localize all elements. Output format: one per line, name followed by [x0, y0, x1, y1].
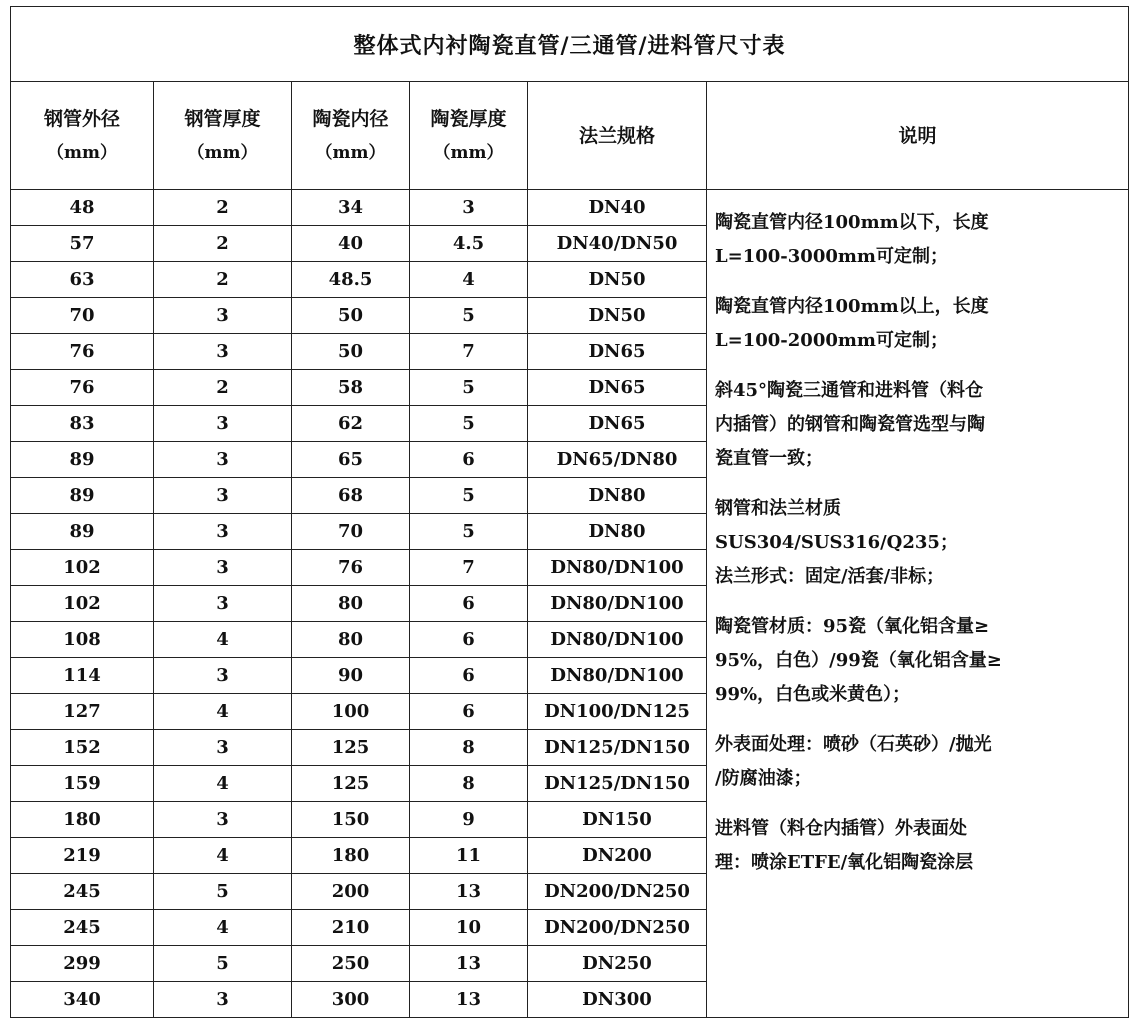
cell-flange-spec: DN65: [528, 369, 707, 405]
cell-steel-outer-diameter: 70: [11, 298, 154, 334]
notes-cell: [707, 190, 1129, 1018]
cell-steel-thickness: 3: [154, 298, 292, 334]
cell-steel-thickness: 3: [154, 981, 292, 1017]
cell-ceramic-inner-diameter: 125: [292, 765, 410, 801]
header-label: 钢管厚度: [184, 107, 261, 130]
cell-steel-outer-diameter: 76: [11, 334, 154, 370]
cell-ceramic-inner-diameter: 210: [292, 909, 410, 945]
header-description: 说明: [707, 82, 1129, 190]
header-steel-thickness: [154, 82, 292, 190]
cell-flange-spec: DN250: [528, 945, 707, 981]
cell-steel-thickness: 2: [154, 262, 292, 298]
cell-steel-outer-diameter: 83: [11, 405, 154, 441]
cell-ceramic-inner-diameter: 58: [292, 369, 410, 405]
cell-steel-outer-diameter: 219: [11, 837, 154, 873]
cell-ceramic-thickness: 5: [410, 369, 528, 405]
table-title: 整体式内衬陶瓷直管/三通管/进料管尺寸表: [11, 7, 1129, 82]
cell-flange-spec: DN100/DN125: [528, 693, 707, 729]
cell-steel-outer-diameter: 245: [11, 873, 154, 909]
cell-steel-outer-diameter: 152: [11, 729, 154, 765]
cell-steel-thickness: 4: [154, 693, 292, 729]
cell-ceramic-thickness: 7: [410, 334, 528, 370]
cell-flange-spec: DN200/DN250: [528, 873, 707, 909]
cell-ceramic-thickness: 3: [410, 190, 528, 226]
cell-ceramic-thickness: 13: [410, 945, 528, 981]
cell-steel-outer-diameter: 245: [11, 909, 154, 945]
cell-ceramic-thickness: 8: [410, 765, 528, 801]
cell-steel-outer-diameter: 108: [11, 621, 154, 657]
cell-ceramic-thickness: 9: [410, 801, 528, 837]
cell-steel-outer-diameter: 102: [11, 585, 154, 621]
cell-flange-spec: DN80/DN100: [528, 657, 707, 693]
header-unit: （mm）: [47, 142, 117, 163]
note-paragraph: 进料管（料仓内插管）外表面处 理：喷涂ETFE/氧化铝陶瓷涂层: [715, 818, 974, 874]
cell-ceramic-thickness: 13: [410, 873, 528, 909]
cell-ceramic-thickness: 11: [410, 837, 528, 873]
cell-flange-spec: DN65: [528, 405, 707, 441]
cell-ceramic-thickness: 5: [410, 298, 528, 334]
cell-ceramic-inner-diameter: 70: [292, 513, 410, 549]
note-paragraph: 钢管和法兰材质 SUS304/SUS316/Q235； 法兰形式：固定/活套/非标；: [715, 498, 958, 588]
cell-steel-outer-diameter: 63: [11, 262, 154, 298]
cell-steel-outer-diameter: 114: [11, 657, 154, 693]
header-row: [11, 82, 1129, 190]
cell-steel-outer-diameter: 76: [11, 369, 154, 405]
cell-ceramic-thickness: 8: [410, 729, 528, 765]
header-label: 陶瓷厚度: [430, 107, 507, 130]
cell-steel-thickness: 4: [154, 837, 292, 873]
note-paragraph: 陶瓷直管内径100mm以上，长度 L=100-2000mm可定制；: [715, 296, 989, 352]
cell-steel-thickness: 2: [154, 190, 292, 226]
cell-steel-outer-diameter: 89: [11, 441, 154, 477]
cell-flange-spec: DN80: [528, 513, 707, 549]
header-ceramic-thickness: [410, 82, 528, 190]
cell-ceramic-inner-diameter: 300: [292, 981, 410, 1017]
cell-flange-spec: DN80/DN100: [528, 621, 707, 657]
cell-flange-spec: DN50: [528, 262, 707, 298]
cell-steel-outer-diameter: 89: [11, 477, 154, 513]
cell-ceramic-inner-diameter: 40: [292, 226, 410, 262]
cell-ceramic-inner-diameter: 100: [292, 693, 410, 729]
note-paragraph: 陶瓷管材质：95瓷（氧化铝含量≥ 95%，白色）/99瓷（氧化铝含量≥ 99%，白色或米黄色）；: [715, 616, 1002, 706]
cell-steel-thickness: 3: [154, 477, 292, 513]
spec-sheet: [10, 6, 1128, 1018]
cell-ceramic-thickness: 4: [410, 262, 528, 298]
cell-ceramic-inner-diameter: 62: [292, 405, 410, 441]
cell-ceramic-inner-diameter: 76: [292, 549, 410, 585]
cell-flange-spec: DN80/DN100: [528, 549, 707, 585]
dimension-table: [10, 6, 1129, 1018]
cell-steel-thickness: 4: [154, 765, 292, 801]
cell-ceramic-thickness: 5: [410, 477, 528, 513]
cell-steel-thickness: 3: [154, 549, 292, 585]
cell-flange-spec: DN300: [528, 981, 707, 1017]
cell-ceramic-inner-diameter: 125: [292, 729, 410, 765]
cell-ceramic-thickness: 6: [410, 657, 528, 693]
cell-ceramic-inner-diameter: 180: [292, 837, 410, 873]
cell-flange-spec: DN150: [528, 801, 707, 837]
cell-steel-outer-diameter: 57: [11, 226, 154, 262]
cell-steel-thickness: 3: [154, 405, 292, 441]
cell-steel-thickness: 2: [154, 226, 292, 262]
cell-ceramic-inner-diameter: 80: [292, 585, 410, 621]
cell-ceramic-inner-diameter: 90: [292, 657, 410, 693]
cell-ceramic-thickness: 6: [410, 441, 528, 477]
header-unit: （mm）: [315, 142, 386, 163]
cell-flange-spec: DN80/DN100: [528, 585, 707, 621]
cell-ceramic-thickness: 10: [410, 909, 528, 945]
header-unit: （mm）: [433, 142, 504, 163]
cell-ceramic-thickness: 5: [410, 405, 528, 441]
cell-flange-spec: DN40/DN50: [528, 226, 707, 262]
cell-steel-thickness: 4: [154, 909, 292, 945]
cell-steel-outer-diameter: 299: [11, 945, 154, 981]
cell-flange-spec: DN40: [528, 190, 707, 226]
cell-steel-thickness: 3: [154, 513, 292, 549]
cell-steel-outer-diameter: 159: [11, 765, 154, 801]
cell-steel-outer-diameter: 102: [11, 549, 154, 585]
cell-flange-spec: DN125/DN150: [528, 765, 707, 801]
cell-flange-spec: DN50: [528, 298, 707, 334]
cell-ceramic-inner-diameter: 250: [292, 945, 410, 981]
note-paragraph: 陶瓷直管内径100mm以下，长度 L=100-3000mm可定制；: [715, 212, 989, 268]
cell-steel-outer-diameter: 48: [11, 190, 154, 226]
cell-ceramic-thickness: 5: [410, 513, 528, 549]
header-label: 钢管外径: [43, 107, 120, 130]
header-label: 陶瓷内径: [312, 107, 389, 130]
cell-ceramic-inner-diameter: 34: [292, 190, 410, 226]
cell-ceramic-thickness: 4.5: [410, 226, 528, 262]
cell-flange-spec: DN80: [528, 477, 707, 513]
cell-steel-thickness: 5: [154, 945, 292, 981]
cell-steel-outer-diameter: 180: [11, 801, 154, 837]
cell-steel-outer-diameter: 89: [11, 513, 154, 549]
cell-steel-thickness: 3: [154, 729, 292, 765]
cell-flange-spec: DN200/DN250: [528, 909, 707, 945]
cell-flange-spec: DN65/DN80: [528, 441, 707, 477]
cell-ceramic-thickness: 6: [410, 693, 528, 729]
header-steel-outer-diameter: [11, 82, 154, 190]
cell-ceramic-inner-diameter: 150: [292, 801, 410, 837]
note-paragraph: 外表面处理：喷砂（石英砂）/抛光 /防腐油漆；: [715, 734, 992, 790]
cell-steel-thickness: 4: [154, 621, 292, 657]
header-unit: （mm）: [187, 142, 258, 163]
cell-ceramic-inner-diameter: 68: [292, 477, 410, 513]
cell-ceramic-inner-diameter: 50: [292, 334, 410, 370]
header-ceramic-inner-diameter: [292, 82, 410, 190]
cell-steel-thickness: 2: [154, 369, 292, 405]
cell-steel-thickness: 3: [154, 657, 292, 693]
cell-flange-spec: DN125/DN150: [528, 729, 707, 765]
header-flange-spec: 法兰规格: [528, 82, 707, 190]
cell-steel-thickness: 3: [154, 441, 292, 477]
cell-ceramic-thickness: 6: [410, 621, 528, 657]
cell-ceramic-inner-diameter: 80: [292, 621, 410, 657]
cell-ceramic-inner-diameter: 48.5: [292, 262, 410, 298]
cell-ceramic-thickness: 6: [410, 585, 528, 621]
cell-ceramic-inner-diameter: 65: [292, 441, 410, 477]
cell-ceramic-inner-diameter: 200: [292, 873, 410, 909]
cell-steel-thickness: 3: [154, 801, 292, 837]
cell-steel-outer-diameter: 340: [11, 981, 154, 1017]
note-paragraph: 斜45°陶瓷三通管和进料管（料仓 内插管）的钢管和陶瓷管选型与陶 瓷直管一致；: [715, 380, 985, 470]
cell-steel-outer-diameter: 127: [11, 693, 154, 729]
cell-steel-thickness: 3: [154, 334, 292, 370]
cell-steel-thickness: 5: [154, 873, 292, 909]
cell-steel-thickness: 3: [154, 585, 292, 621]
cell-flange-spec: DN200: [528, 837, 707, 873]
cell-ceramic-thickness: 7: [410, 549, 528, 585]
table-row: [11, 190, 1129, 226]
cell-flange-spec: DN65: [528, 334, 707, 370]
cell-ceramic-thickness: 13: [410, 981, 528, 1017]
cell-ceramic-inner-diameter: 50: [292, 298, 410, 334]
